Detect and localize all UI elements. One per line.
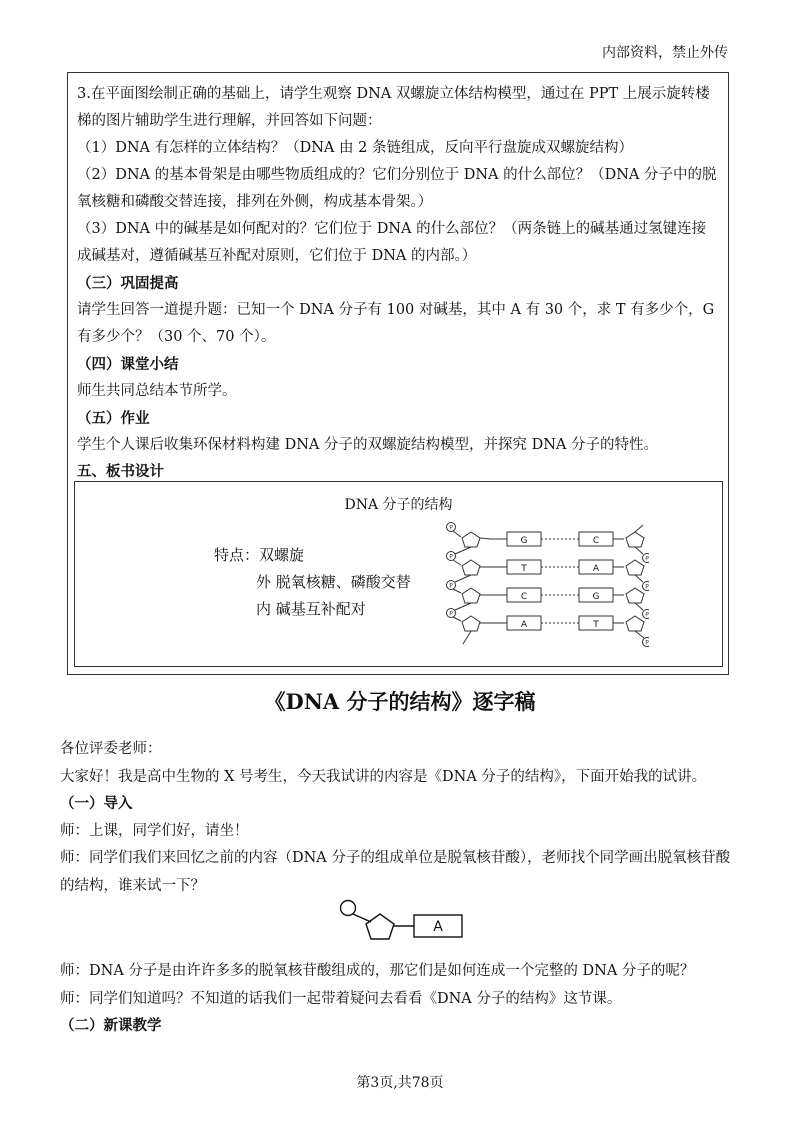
heading-introduction: （一）导入 <box>60 795 133 812</box>
board-title: DNA 分子的结构 <box>344 497 453 513</box>
heading-new-lesson: （二）新课教学 <box>60 1017 162 1034</box>
salutation: 各位评委老师： <box>60 741 162 757</box>
summary-text: 师生共同总结本节所学。 <box>77 383 237 399</box>
svg-text:P: P <box>449 582 453 590</box>
left-base-label: C <box>520 592 528 602</box>
svg-text:P: P <box>645 583 649 591</box>
teacher-line-1: 师：上课，同学们好，请坐！ <box>60 823 249 839</box>
dna-pair-row <box>447 581 650 604</box>
question-3-3: （3）DNA 中的碱基是如何配对的？它们位于 DNA 的什么部位？（两条链上的碱基通过氢键连接成碱基对，遵循碱基互补配对原则，它们位于 DNA 的内部。） <box>77 221 707 264</box>
svg-text:P: P <box>645 639 649 647</box>
deoxyribose-pentagon <box>366 914 394 939</box>
page-number: 第3页,共78页 <box>356 1075 444 1091</box>
heading-homework: （五）作业 <box>77 410 150 427</box>
board-outer-line: 外 脱氧核糖、磷酸交替 <box>256 573 411 591</box>
homework-text: 学生个人课后收集环保材料构建 DNA 分子的双螺旋结构模型，并探究 DNA 分子的特性。 <box>77 437 659 453</box>
dna-pair-row <box>447 609 650 632</box>
left-base-label: T <box>521 564 527 574</box>
dna-ladder-diagram <box>443 522 649 647</box>
consolidation-text: 请学生回答一道提升题：已知一个 DNA 分子有 100 对碱基，其中 A 有 30 个，求 T 有多少个，G 有多少个？（30 个、70 个）。 <box>77 302 715 345</box>
nucleotide-diagram <box>338 898 466 950</box>
question-3: 3.在平面图绘制正确的基础上，请学生观察 DNA 双螺旋立体结构模型，通过在 PPT 上展示旋转楼梯的图片辅助学生进行理解，并回答如下问题： <box>77 86 710 129</box>
svg-text:P: P <box>645 611 649 619</box>
svg-text:P: P <box>645 555 649 563</box>
left-base-label: G <box>520 536 528 546</box>
svg-text:P: P <box>449 610 453 618</box>
phosphate-circle <box>341 901 356 916</box>
confidential-note: 内部资料，禁止外传 <box>602 45 728 61</box>
heading-consolidation: （三）巩固提高 <box>77 275 179 292</box>
heading-summary: （四）课堂小结 <box>77 356 179 373</box>
lesson-plan-box <box>67 72 729 675</box>
svg-text:P: P <box>449 553 453 561</box>
teacher-line-4: 师：同学们知道吗？不知道的话我们一起带着疑问去看看《DNA 分子的结构》这节课。 <box>60 991 622 1007</box>
dna-pair-row <box>447 523 645 548</box>
deoxyribose-pentagon <box>626 532 644 547</box>
board-inner-line: 内 碱基互补配对 <box>256 600 366 618</box>
right-base-label: T <box>593 620 599 630</box>
left-base-label: A <box>520 620 528 630</box>
deoxyribose-pentagon <box>462 532 480 547</box>
teacher-line-3: 师：DNA 分子是由许许多多的脱氧核苷酸组成的，那它们是如何连成一个完整的 DNA 分子的呢？ <box>60 963 695 979</box>
script-title: 《DNA 分子的结构》逐字稿 <box>264 689 536 714</box>
question-3-1: （1）DNA 有怎样的立体结构？（DNA 由 2 条链组成，反向平行盘旋成双螺旋结构） <box>77 140 633 156</box>
question-3-2: （2）DNA 的基本骨架是由哪些物质组成的？它们分别位于 DNA 的什么部位？（DNA 分子中的脱氧核糖和磷酸交替连接，排列在外侧，构成基本骨架。） <box>77 167 717 210</box>
board-feature-line: 特点：双螺旋 <box>214 546 305 564</box>
intro-text: 大家好！我是高中生物的 X 号考生，今天我试讲的内容是《DNA 分子的结构》，下面开始我的试讲。 <box>60 769 707 785</box>
right-base-label: C <box>592 536 600 546</box>
right-base-label: G <box>592 592 600 602</box>
right-base-label: A <box>592 564 600 574</box>
svg-text:P: P <box>449 524 453 532</box>
board-design <box>74 481 723 667</box>
heading-board-design: 五、板书设计 <box>77 463 164 480</box>
dna-pair-row <box>447 552 650 576</box>
base-label: A <box>433 919 443 935</box>
teacher-line-2: 师：同学们我们来回忆之前的内容（DNA 分子的组成单位是脱氧核苷酸），老师找个同学画出脱氧核苷酸的结构，谁来试一下？ <box>60 850 731 894</box>
